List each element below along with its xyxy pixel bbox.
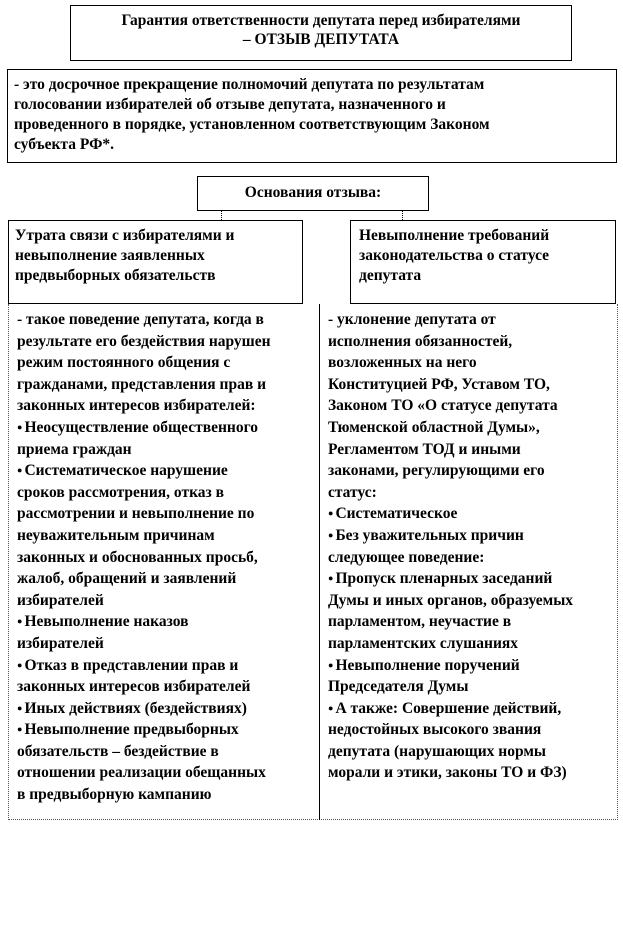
left-line-text: Невыполнение наказов [24,613,189,631]
column-divider [319,304,320,820]
left-text-line [17,374,317,396]
right-bullet-item [328,655,613,677]
category-right-line: законодательства о статусе [359,247,550,264]
category-right-box [350,220,616,304]
left-line-text: в предвыборную кампанию [17,786,212,804]
left-text-line [17,352,317,374]
left-text-line [17,762,317,784]
left-line-text: Неосуществление общественного [24,418,258,436]
left-text-line [17,547,317,569]
category-left-box [8,220,303,304]
left-text-line [17,439,317,461]
right-bullet-item [328,525,613,547]
right-line-text: следующее поведение: [328,548,485,566]
definition-line: субъекта РФ*. [14,136,115,153]
grounds-label: Основания отзыва: [244,184,382,201]
right-bullet-item [328,503,613,525]
right-text-line [328,417,613,439]
right-line-text: парламентом, неучастие в [328,613,512,631]
title-line-2: – ОТЗЫВ ДЕПУТАТА [242,31,400,48]
right-line-text: парламентских слушаниях [328,634,519,652]
right-line-text: Регламентом ТОД и иными [328,440,521,458]
right-line-text: Председателя Думы [328,678,469,696]
connector-right [402,211,403,220]
definition-line: голосовании избирателей об отзыве депутата, назначенного и [14,96,446,113]
right-line-text: исполнения обязанностей, [328,332,513,350]
left-line-text: обязательств – бездействие в [17,742,219,760]
left-text-line [17,568,317,590]
right-line-text: депутата (нарушающих нормы [328,742,547,760]
left-bullet-item [17,611,317,633]
right-line-text: недостойных высокого звания [328,721,542,739]
right-text-line [328,590,613,612]
right-text-line [328,331,613,353]
category-left-line: Утрата связи с избирателями и [15,227,235,244]
left-line-text: отношении реализации обещанных [17,764,266,782]
right-line-text: статус: [328,483,377,501]
right-line-text: морали и этики, законы ТО и ФЗ) [328,764,567,782]
right-line-text: законами, регулирующими его [328,462,545,480]
right-line-text: - уклонение депутата от [328,311,496,328]
left-line-text: законных интересов избирателей [17,678,251,696]
left-line-text: Отказ в представлении прав и [24,656,239,674]
left-line-text: результате его бездействия нарушен [17,332,271,350]
title-box [70,5,572,61]
left-bullet-item [17,698,317,720]
left-text-line [17,676,317,698]
left-line-text: режим постоянного общения с [17,354,231,372]
left-line-text: гражданами, представления прав и [17,375,266,393]
left-line-text: Невыполнение предвыборных [24,721,239,739]
category-left-line: предвыборных обязательств [15,267,216,284]
right-text-line [328,741,613,763]
left-line-text: законных и обоснованных просьб, [17,548,258,566]
right-text-line [328,309,613,331]
left-text-line [17,784,317,806]
left-bullet-item [17,417,317,439]
right-text-line [328,762,613,784]
right-line-text: Невыполнение поручений [335,656,520,674]
left-bullet-item [17,460,317,482]
right-bullet-item [328,568,613,590]
left-line-text: приема граждан [17,440,132,458]
right-line-text: Пропуск пленарных заседаний [335,570,553,588]
right-line-text: Без уважительных причин [335,526,524,544]
right-text-line [328,633,613,655]
left-text-line [17,590,317,612]
left-line-text: сроков рассмотрения, отказ в [17,483,224,501]
left-line-text: избирателей [17,634,104,652]
grounds-label-box [197,176,429,211]
right-line-text: Думы и иных органов, образуемых [328,591,574,609]
left-line-text: неуважительным причинам [17,526,215,544]
left-text-line [17,503,317,525]
left-line-text: законных интересов избирателей: [17,397,256,415]
category-right-line: депутата [359,267,422,284]
right-text-line [328,676,613,698]
right-line-text: Законом ТО «О статусе депутата [328,397,558,415]
right-line-text: Тюменской областной Думы», [328,418,540,436]
right-text-line [328,719,613,741]
left-details-column [17,309,317,806]
right-text-line [328,374,613,396]
category-right-line: Невыполнение требований [359,227,550,244]
right-bullet-item [328,698,613,720]
left-line-text: Систематическое нарушение [24,462,228,480]
right-details-column [328,309,613,784]
left-text-line [17,309,317,331]
left-line-text: - такое поведение депутата, когда в [17,311,264,328]
right-text-line [328,611,613,633]
right-line-text: А также: Совершение действий, [335,699,562,717]
left-text-line [17,741,317,763]
left-bullet-item [17,719,317,741]
left-text-line [17,331,317,353]
right-text-line [328,482,613,504]
right-text-line [328,547,613,569]
definition-box [7,69,617,163]
left-line-text: жалоб, обращений и заявлений [17,570,237,588]
definition-line: проведенного в порядке, установленном соответствующим Законом [14,116,490,133]
title-line-1: Гарантия ответственности депутата перед избирателями [121,12,521,29]
right-text-line [328,439,613,461]
category-left-line: невыполнение заявленных [15,247,205,264]
definition-line: - это досрочное прекращение полномочий депутата по результатам [14,76,485,93]
left-text-line [17,395,317,417]
left-text-line [17,525,317,547]
right-text-line [328,460,613,482]
left-text-line [17,482,317,504]
left-bullet-item [17,655,317,677]
connector-left [221,211,222,220]
left-line-text: рассмотрении и невыполнение по [17,505,255,523]
left-text-line [17,633,317,655]
left-line-text: Иных действиях (бездействиях) [24,699,247,717]
right-text-line [328,395,613,417]
left-line-text: избирателей [17,591,104,609]
right-text-line [328,352,613,374]
right-line-text: Конституцией РФ, Уставом ТО, [328,375,550,393]
right-line-text: Систематическое [335,505,458,523]
right-line-text: возложенных на него [328,354,477,372]
